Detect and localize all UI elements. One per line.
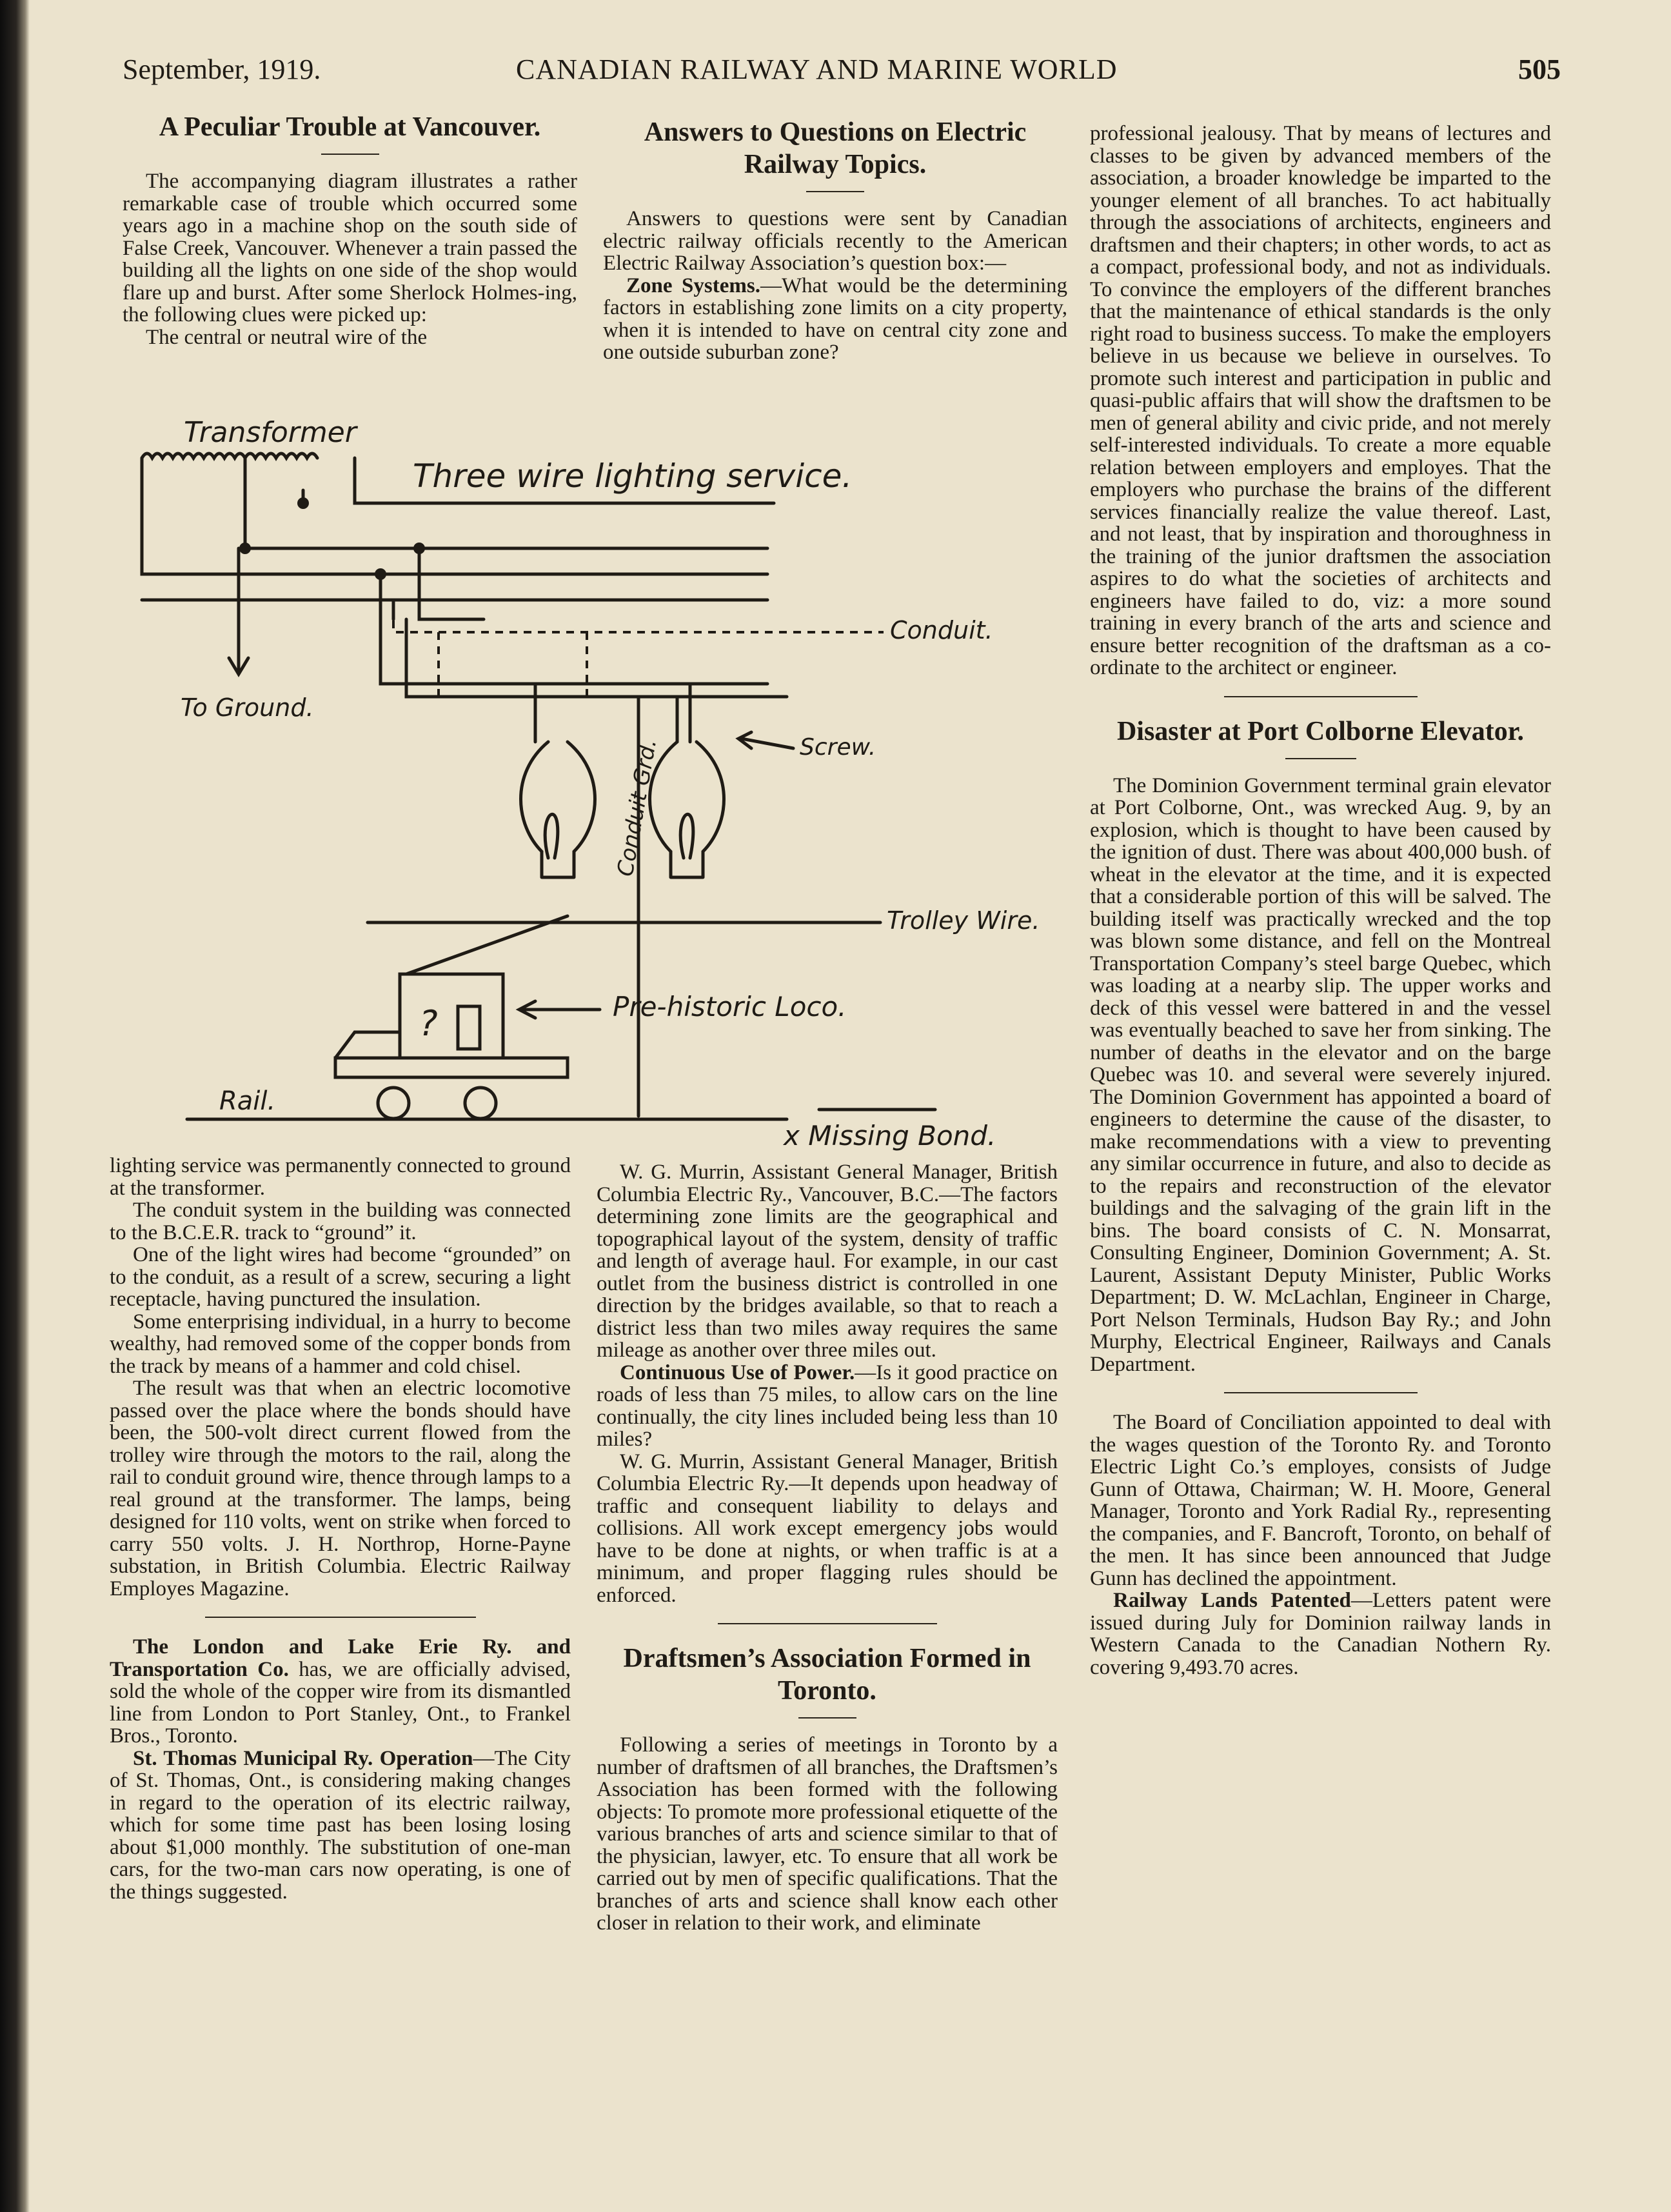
news-brief: [110, 1748, 571, 1904]
run-in-head: Continuous Use of Power.: [620, 1360, 855, 1384]
paragraph: professional jealousy. That by means of lectures and classes to be given by advanced members of the association, a broader knowledge be imparted to the younger element of all branches. To act habitually through the associations of architects, engineers and draftsmen and their chapters; in other words, to act as a compact, professional body, and not as individuals. To convince the employers of the different branches that the maintenance of ethical standards is the only right road to business success. To make the employers believe in us because we believe in ourselves. To promote such interest and participation in public and quasi-public affairs that will show the draftsmen to be men of general ability and civic pride, and not merely self-interested individuals. To create a more equable relation between employers and employes. That the employers who purchase the brains of the different services financially realize the value thereof. Last, and not least, that by inspiration and thoroughness in the training of the junior draftsmen the association aspires to do what the societies of architects and engineers have failed to do, viz: a more sound training in every branch of the arts and science and ensure better recognition of the draftsman as a co-ordinate to the architect or engineer.: [1090, 122, 1551, 679]
locomotive-door: [458, 1006, 480, 1049]
label-loco: Pre-historic Loco.: [613, 991, 847, 1022]
separator-rule: [205, 1617, 476, 1618]
loco-arrow: [519, 1001, 600, 1018]
lamp: [650, 742, 724, 877]
paragraph: The conduit system in the building was connected to the B.C.E.R. track to “ground” it.: [110, 1199, 571, 1244]
label-question: ?: [419, 1003, 438, 1044]
paragraph: The central or neutral wire of the: [146, 325, 428, 349]
run-in-head: Railway Lands Patented: [1113, 1589, 1351, 1612]
label-to-ground: To Ground.: [181, 693, 314, 722]
paragraph: The result was that when an electric locomotive passed over the place where the bonds should have been, the 500-volt direct current flowed from the trolley wire through the motors to the rail, along the rail to conduit ground wire, thence through lamps to a real ground at the transformer. The lamps, being designed for 110 volts, went on strike when forced to carry 550 volts. J. H. Northrop, Horne-Payne substation, in British Columbia. Electric Railway Employes Magazine.: [110, 1377, 571, 1600]
separator-rule: [718, 1623, 937, 1624]
trolley-pole: [406, 916, 568, 974]
article-vancouver-top: [123, 111, 577, 348]
paragraph: Following a series of meetings in Toronto by a number of draftsmen of all branches, the Draftsmen’s Association has been formed with the following objects: To promote more professional etiquette of the various branches of arts and science similar to that of the physician, lawyer, etc. To ensure that all work be carried out by men of specific qualifications. That the branches of arts and science shall know each other closer in relation to their work, and eliminate: [597, 1733, 1058, 1935]
brief-text: —Letters patent were issued during July for Dominion railway lands in Western Canada to the Canadian Nothern Ry. covering 9,493.70 acres.: [1090, 1589, 1551, 1679]
label-screw: Screw.: [800, 734, 876, 761]
label-service: Three wire lighting service.: [413, 457, 853, 495]
page-number: 505: [1518, 54, 1561, 85]
wire: [419, 548, 484, 619]
column-three: [1090, 123, 1551, 1679]
run-in-head: The London and Lake Erie Ry. and Transportation Co.: [110, 1635, 571, 1681]
question-text: —Is it good practice on roads of less than 75 miles, to allow cars on the line continually, the city lines included being less than 10 miles?: [597, 1360, 1058, 1451]
title-rule: [798, 1717, 856, 1719]
article-title-draftsmen: Draftsmen’s Association Formed in Toronto.: [623, 1644, 1031, 1706]
paragraph: lighting service was permanently connected to ground at the transformer.: [110, 1154, 571, 1200]
news-brief: [110, 1636, 571, 1748]
question-text: —What would be the determining factors in establishing zone limits on a city property, when it is intended to have on central city zone and one outside suburban zone?: [603, 274, 1067, 364]
paragraph: One of the light wires had become “grounded” on to the conduit, as a result of a screw, securing a light receptacle, having punctured the insulation.: [110, 1243, 571, 1311]
paragraph: W. G. Murrin, Assistant General Manager, British Columbia Electric Ry., Vancouver, B.C.—The factors determining zone limits are the geographical and topographical layout of the system, density of traffic and length of average haul. For example, in our cast outlet from the business district is controlled in one direction by the bridges available, so that to reach a district less than two miles away requires the same mileage as another over three miles out.: [597, 1161, 1058, 1362]
wiring-diagram: [123, 413, 1071, 1161]
title-rule: [806, 191, 864, 192]
title-rule: [1285, 758, 1356, 759]
label-missing-bond: x Missing Bond.: [784, 1120, 996, 1151]
label-rail: Rail.: [219, 1086, 276, 1116]
article-title-vancouver: A Peculiar Trouble at Vancouver.: [159, 112, 541, 142]
title-rule: [321, 154, 379, 155]
lamp-filament: [680, 814, 693, 858]
label-trolley-wire: Trolley Wire.: [887, 906, 1040, 935]
separator-rule: [1224, 696, 1418, 697]
running-header: [123, 53, 1561, 98]
wheel: [378, 1088, 409, 1119]
article-electric-topics-continued: [597, 1161, 1058, 1935]
paragraph: The Board of Conciliation appointed to deal with the wages question of the Toronto Ry. and Toronto Electric Light Co.’s employes, consists of Judge Gunn of Ottawa, Chairman; W. H. Moore, General Manager, Toronto and York Radial Ry., representing the companies, and F. Bancroft, Toronto, on behalf of the men. It has since been announced that Judge Gunn has declined the appointment.: [1090, 1411, 1551, 1590]
paragraph: Answers to questions were sent by Canadian electric railway officials recently to the American Electric Railway Association’s question box:—: [603, 207, 1067, 275]
article-title-electric-topics: Answers to Questions on Electric Railway Topics.: [644, 117, 1027, 179]
header-title: CANADIAN RAILWAY AND MARINE WORLD: [516, 54, 1118, 85]
separator-rule: [1224, 1392, 1418, 1393]
transformer-coil: [142, 453, 317, 458]
run-in-head: Zone Systems.: [626, 274, 760, 297]
label-transformer: Transformer: [184, 416, 357, 449]
paragraph: The accompanying diagram illustrates a rather remarkable case of trouble which occurred some years ago in a machine shop on the south side of False Creek, Vancouver. Whenever a train passed the building all the lights on one side of the shop would flare up and burst. After some Sherlock Holmes-ing, the following clues were picked up:: [123, 170, 577, 326]
lamp-filament: [545, 814, 558, 858]
paragraph: [603, 275, 1067, 364]
locomotive-body: [335, 974, 568, 1077]
label-conduit-ground: Conduit Grd.: [612, 737, 662, 879]
paragraph: The Dominion Government terminal grain elevator at Port Colborne, Ont., was wrecked Aug. 9, by an explosion, which is thought to have been caused by the ignition of dust. There was about 400,000 bush. of wheat in the elevator at the time, and it is expected that a considerable portion of this will be salved. The building itself was practically wrecked and the top was blown some distance, and fell on the Montreal Transportation Company’s steel barge Quebec, which was loading at a nearby slip. The upper works and deck of this vessel were battered in and the vessel was eventually beached to save her from sinking. The number of deaths in the elevator and on the barge Quebec was 10. and several were severely injured. The Dominion Government has appointed a board of engineers to determine the cause of the disaster, to make recommendations with a view to preventing any similar occurrence in future, and also to decide as to the repairs and reconstruction of the elevator buildings and the salvaging of the grain lift in the bins. The board consists of C. N. Monsarrat, Consulting Engineer, Dominion Government; A. St. Laurent, Assistant Deputy Minister, Public Works Department; D. W. McLachlan, Engineer in Charge, Port Nelson Terminals, Hudson Bay Ry.; and John Murphy, Electrical Engineer, Railways and Canals Department.: [1090, 773, 1551, 1376]
article-title-port-colborne: Disaster at Port Colborne Elevator.: [1116, 716, 1525, 746]
article-electric-topics-top: [603, 116, 1067, 364]
book-spine: [0, 0, 30, 2212]
brief-text: has, we are officially advised, sold the whole of the copper wire from its dismantled line from London to Port Stanley, Ont., to Frankel Bros., Toronto.: [110, 1657, 571, 1748]
paragraph: W. G. Murrin, Assistant General Manager, British Columbia Electric Ry.—It depends upon headway of traffic and consequent liability to delays and collisions. All work except emergency jobs would have to be done at nights, or when traffic is at a minimum, and proper flagging rules should be enforced.: [597, 1450, 1058, 1607]
wheel: [465, 1088, 496, 1119]
brief-text: —The City of St. Thomas, Ont., is considering making changes in regard to the operation of its electric railway, which for some time past has been losing losing about $1,000 monthly. The substitution of one-man cars, for the two-man cars now operating, is one of the things suggested.: [110, 1746, 571, 1904]
article-vancouver-continued: [110, 1155, 571, 1903]
label-conduit: Conduit.: [890, 616, 993, 644]
paragraph: [597, 1362, 1058, 1451]
screw-arrow: [738, 732, 793, 748]
header-date: September, 1919.: [123, 54, 321, 85]
lamp: [521, 742, 595, 877]
news-brief: [1090, 1589, 1551, 1679]
run-in-head: St. Thomas Municipal Ry. Operation: [133, 1746, 473, 1770]
paragraph: Some enterprising individual, in a hurry to become wealthy, had removed some of the copper bonds from the track by means of a hammer and cold chisel.: [110, 1310, 571, 1378]
